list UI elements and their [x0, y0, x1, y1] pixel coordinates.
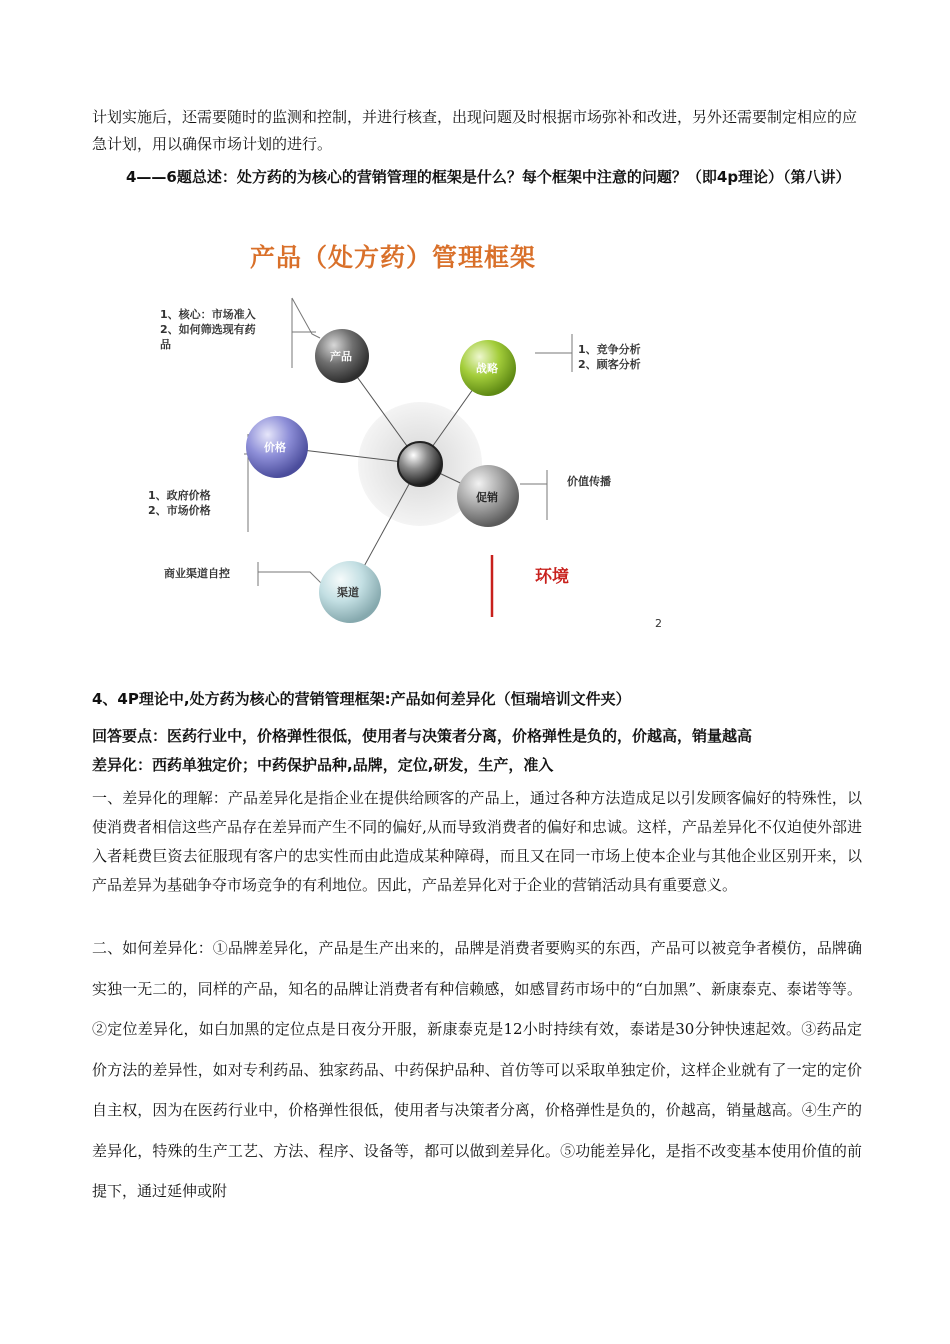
node-channel: 渠道 — [337, 586, 359, 599]
label-product-3: 品 — [160, 338, 171, 351]
answer-block — [92, 722, 862, 780]
label-strategy-1: 1、竞争分析 — [578, 343, 641, 356]
label-strategy-2: 2、顾客分析 — [578, 358, 641, 371]
label-promotion: 价值传播 — [567, 475, 611, 488]
figure-page-number: 2 — [655, 617, 662, 630]
answer-points: 回答要点：医药行业中，价格弹性很低，使用者与决策者分离，价格弹性是负的，价越高，销量越高 — [92, 727, 753, 745]
framework-figure — [140, 222, 680, 642]
node-price: 价格 — [264, 441, 286, 454]
section-1-paragraph: 一、差异化的理解：产品差异化是指企业在提供给顾客的产品上，通过各种方法造成足以引发顾客偏好的特殊性，以使消费者相信这些产品存在差异而产生不同的偏好,从而导致消费者的偏好和忠诚。这样，产品差异化不仅迫使外部进入者耗费巨资去征服现有客户的忠实性而由此造成某种障碍，而且又在同一市场上使本企业与其他企业区别开来，以产品差异为基础争夺市场竞争的有利地位。因此，产品差异化对于企业的营销活动具有重要意义。 — [92, 789, 862, 894]
node-product: 产品 — [330, 350, 352, 363]
intro-paragraph: 计划实施后，还需要随时的监测和控制，并进行核查，出现问题及时根据市场弥补和改进，另外还需要制定相应的应急计划，用以确保市场计划的进行。 — [92, 108, 858, 153]
node-strategy: 战略 — [476, 362, 498, 375]
environment-label: 环境 — [535, 567, 569, 587]
heading-4: 4、4P理论中,处方药为核心的营销管理框架:产品如何差异化（恒瑞培训文件夹） — [92, 690, 631, 708]
differentiation-summary: 差异化：西药单独定价；中药保护品种,品牌，定位,研发，生产，准入 — [92, 756, 554, 774]
label-price-2: 2、市场价格 — [148, 504, 211, 517]
section-2-paragraph: 二、如何差异化：①品牌差异化，产品是生产出来的，品牌是消费者要购买的东西，产品可以被竞争者模仿，品牌确实独一无二的，同样的产品，知名的品牌让消费者有种信赖感，如感冒药市场中的“白加黑”、新康泰克、泰诺等等。②定位差异化，如白加黑的定位点是日夜分开服，新康泰克是12小时持续有效，泰诺是30分钟快速起效。③药品定价方法的差异性，如对专利药品、独家药品、中药保护品种、首仿等可以采取单独定价，这样企业就有了一定的定价自主权，因为在医药行业中，价格弹性很低，使用者与决策者分离，价格弹性是负的，价越高，销量越高。④生产的差异化，特殊的生产工艺、方法、程序、设备等，都可以做到差异化。⑤功能差异化，是指不改变基本使用价值的前提下，通过延伸或附 — [92, 939, 862, 1200]
question-4-6: 4——6题总述：处方药的为核心的营销管理的框架是什么？每个框架中注意的问题？（即4p理论）（第八讲） — [126, 168, 851, 186]
label-channel: 商业渠道自控 — [164, 567, 230, 580]
label-product-1: 1、核心：市场准入 — [160, 308, 256, 321]
center-sphere — [398, 442, 442, 486]
label-price-1: 1、政府价格 — [148, 489, 211, 502]
figure-title: 产品（处方药）管理框架 — [250, 243, 537, 272]
label-product-2: 2、如何筛选现有药 — [160, 323, 256, 336]
node-promotion: 促销 — [476, 491, 498, 504]
